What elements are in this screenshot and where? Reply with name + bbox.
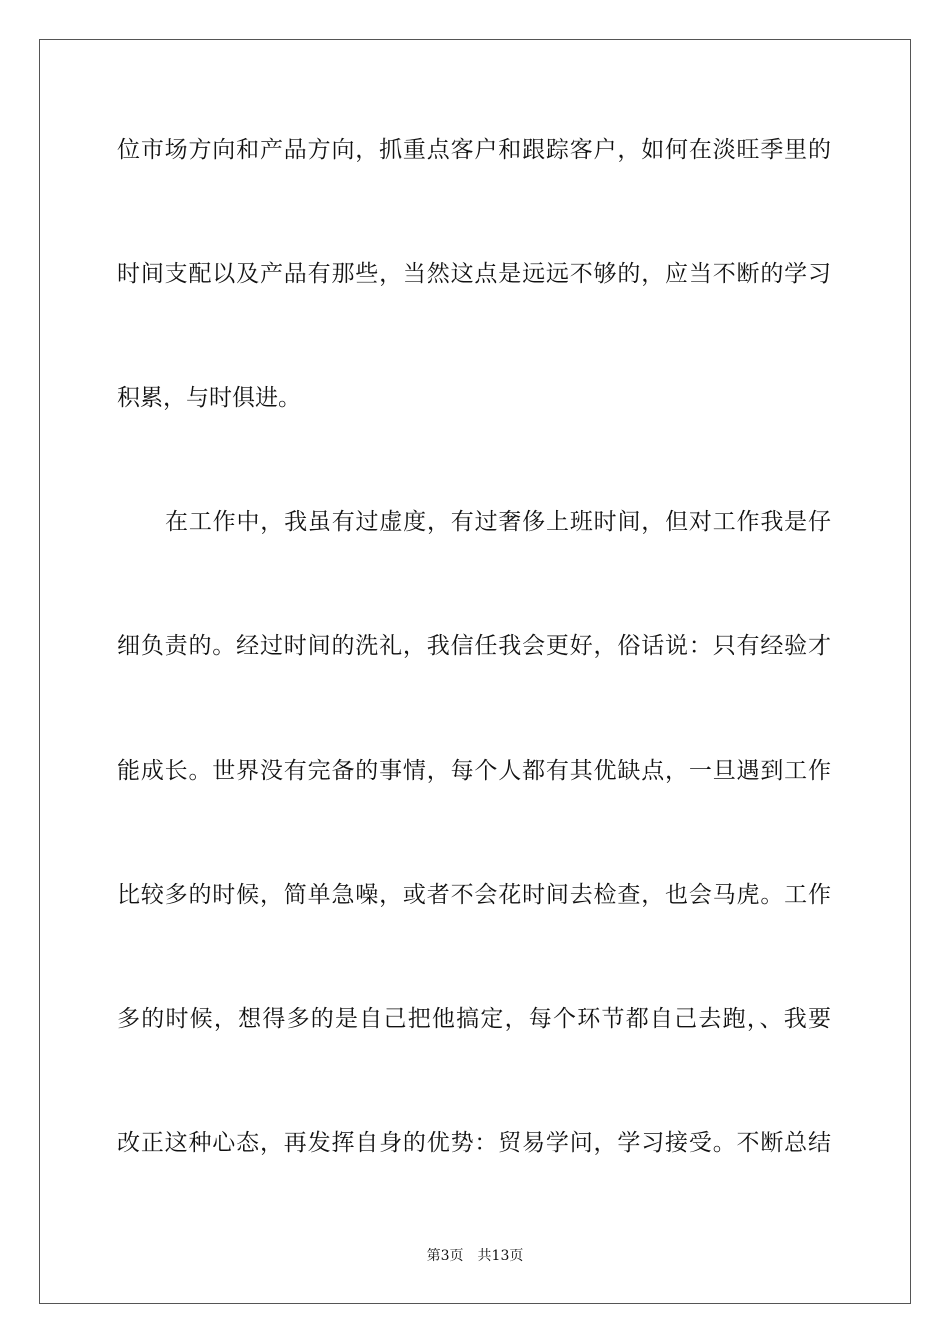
text-line: 多的时候，想得多的是自己把他搞定，每个环节都自己去跑，、我要 <box>117 1006 831 1032</box>
text-line: 改正这种心态，再发挥自身的优势：贸易学问，学习接受。不断总结 <box>117 1130 831 1156</box>
text-line: 时间支配以及产品有那些，当然这点是远远不够的，应当不断的学习 <box>117 261 831 287</box>
text-line: 比较多的时候，简单急噪，或者不会花时间去检查，也会马虎。工作 <box>117 882 831 908</box>
text-line: 积累，与时俱进。 <box>117 385 301 411</box>
page-border <box>39 39 911 1304</box>
paragraph-first-line: 在工作中，我虽有过虚度，有过奢侈上班时间，但对工作我是仔 <box>165 509 831 535</box>
text-line: 细负责的。经过时间的洗礼，我信任我会更好，俗话说：只有经验才 <box>117 633 831 659</box>
text-line: 能成长。世界没有完备的事情，每个人都有其优缺点，一旦遇到工作 <box>117 758 831 784</box>
text-line: 位市场方向和产品方向，抓重点客户和跟踪客户，如何在淡旺季里的 <box>117 137 831 163</box>
page-number: 第3页 <box>426 1248 464 1264</box>
page-total: 共13页 <box>477 1248 524 1264</box>
page-footer <box>0 1246 950 1266</box>
